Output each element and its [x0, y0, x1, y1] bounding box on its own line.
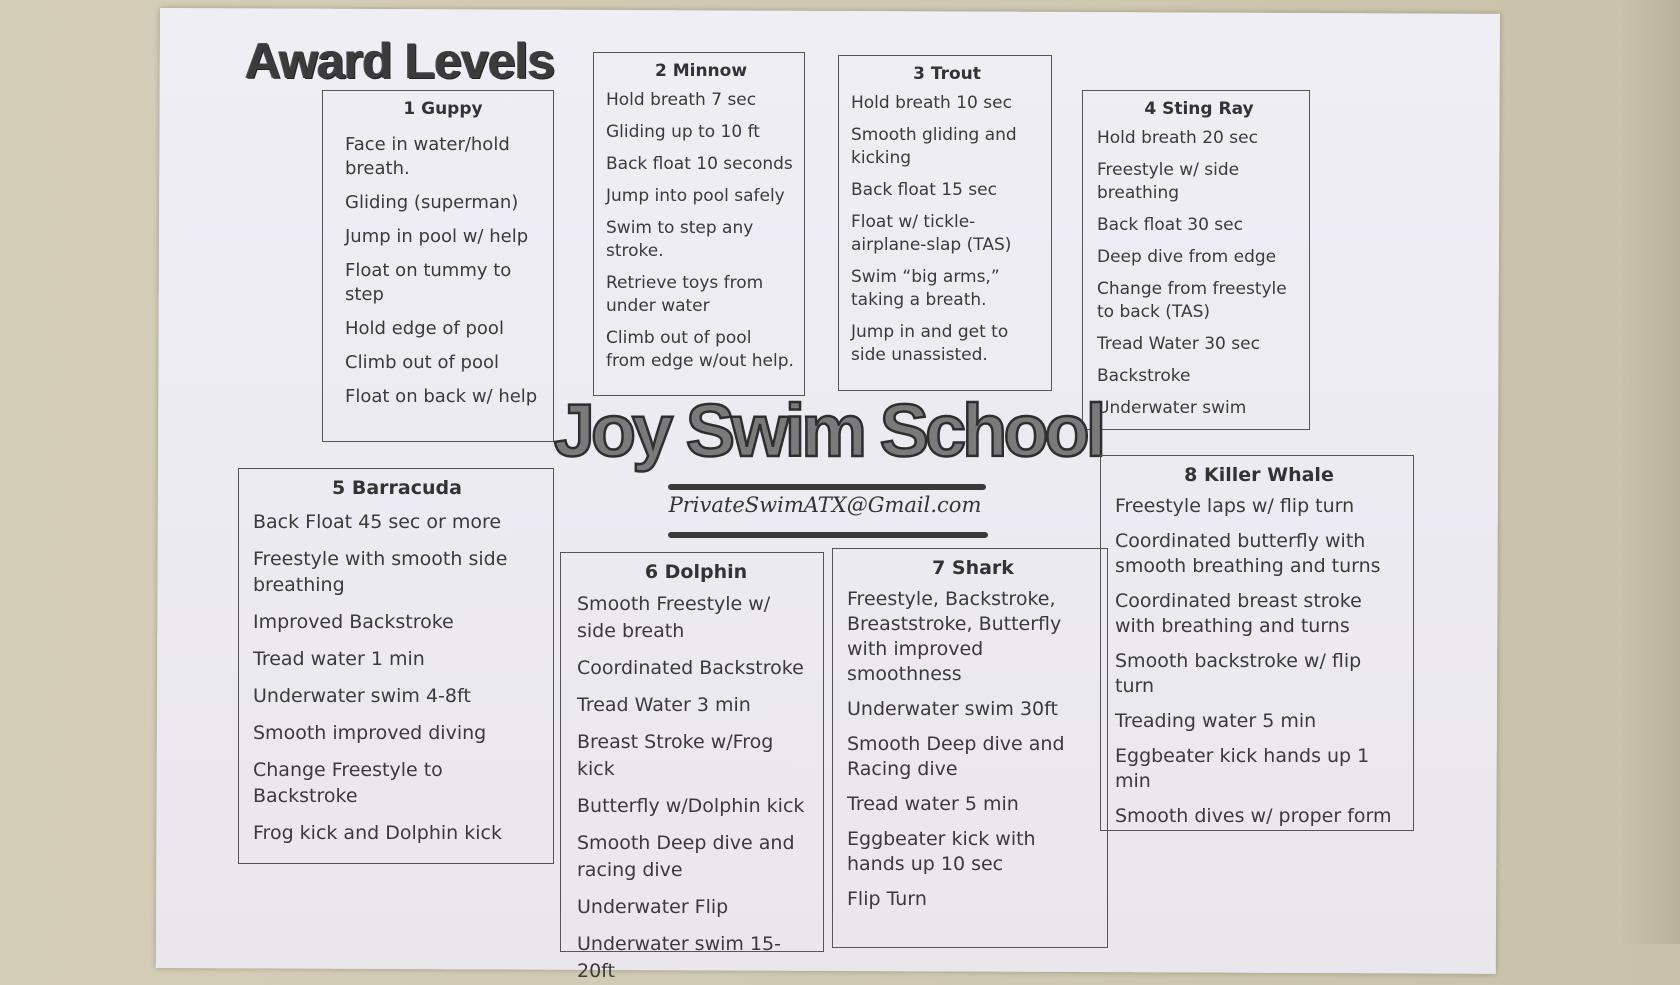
skill-item: Underwater swim [1097, 398, 1247, 418]
level-box-minnow [593, 52, 805, 396]
skill-item: Tread water 1 min [253, 648, 425, 670]
level-box-sting-ray [1082, 90, 1310, 430]
skill-item: Coordinated breast stroke with breathing and turns [1115, 590, 1362, 637]
skill-item: Tread water 5 min [847, 793, 1019, 815]
skill-item: Climb out of pool [345, 352, 499, 373]
skill-list [1097, 127, 1301, 420]
school-logo [553, 389, 1103, 480]
skill-item: Retrieve toys from under water [606, 273, 764, 316]
skill-item: Underwater Flip [577, 896, 729, 918]
skill-list [606, 89, 796, 373]
level-heading: 1 Guppy [403, 99, 483, 119]
skill-item: Underwater swim 15-20ft [577, 933, 781, 982]
skill-item: Deep dive from edge [1097, 247, 1277, 267]
skill-item: Back Float 45 sec or more [253, 511, 502, 533]
skill-item: Change from freestyle to back (TAS) [1097, 279, 1287, 322]
skill-item: Freestyle with smooth side breathing [253, 548, 508, 596]
skill-list [1115, 494, 1403, 829]
skill-item: Eggbeater kick with hands up 10 sec [847, 828, 1036, 875]
skill-item: Climb out of pool from edge w/out help. [606, 328, 794, 371]
contact-email: PrivateSwimATX@Gmail.com [668, 493, 982, 517]
skill-item: Jump in pool w/ help [345, 226, 529, 247]
skill-item: Float w/ tickle-airplane-slap (TAS) [851, 212, 1012, 255]
skill-item: Smooth Deep dive and Racing dive [847, 733, 1065, 780]
school-logo-text: Joy Swim School [553, 389, 1103, 472]
level-box-trout [838, 55, 1052, 391]
level-box-shark [832, 548, 1108, 948]
skill-item: Frog kick and Dolphin kick [253, 822, 502, 844]
skill-item: Float on tummy to step [345, 260, 512, 305]
skill-item: Hold breath 10 sec [851, 93, 1012, 113]
level-heading: 2 Minnow [654, 61, 748, 81]
email-rule-bottom [668, 532, 988, 538]
skill-list [847, 587, 1099, 912]
skill-item: Underwater swim 4-8ft [253, 685, 471, 707]
skill-item: Swim to step any stroke. [606, 218, 754, 261]
level-heading: 8 Killer Whale [1184, 464, 1334, 486]
level-heading: 7 Shark [932, 557, 1014, 579]
skill-item: Jump in and get to side unassisted. [851, 322, 1009, 365]
skill-item: Smooth Freestyle w/ side breath [577, 593, 771, 642]
page-title: Award Levels [245, 33, 555, 89]
email-rule-top [668, 484, 986, 490]
skill-item: Treading water 5 min [1115, 710, 1317, 732]
skill-item: Breast Stroke w/Frog kick [577, 731, 774, 780]
skill-item: Float on back w/ help [345, 386, 538, 407]
level-heading: 6 Dolphin [644, 561, 748, 583]
skill-item: Flip Turn [847, 888, 927, 910]
skill-item: Eggbeater kick hands up 1 min [1115, 745, 1370, 792]
skill-item: Freestyle w/ side breathing [1097, 160, 1240, 203]
skill-item: Back float 15 sec [851, 180, 997, 200]
skill-item: Back float 30 sec [1097, 215, 1243, 235]
level-heading: 4 Sting Ray [1144, 99, 1254, 119]
level-heading: 5 Barracuda [332, 477, 462, 499]
skill-item: Hold breath 20 sec [1097, 128, 1258, 148]
skill-list [577, 591, 815, 985]
skill-item: Smooth dives w/ proper form [1115, 805, 1392, 827]
skill-item: Smooth backstroke w/ flip turn [1115, 650, 1362, 697]
skill-item: Tread Water 3 min [577, 694, 751, 716]
skill-item: Face in water/hold breath. [345, 134, 510, 179]
skill-item: Change Freestyle to Backstroke [253, 759, 443, 807]
skill-item: Underwater swim 30ft [847, 698, 1058, 720]
skill-item: Smooth improved diving [253, 722, 487, 744]
skill-item: Butterfly w/Dolphin kick [577, 795, 805, 817]
page-edge-shadow [1620, 0, 1680, 944]
skill-item: Freestyle laps w/ flip turn [1115, 495, 1355, 517]
skill-item: Gliding (superman) [345, 192, 519, 213]
skill-item: Tread Water 30 sec [1097, 334, 1260, 354]
skill-item: Smooth gliding and kicking [851, 125, 1017, 168]
skill-item: Jump into pool safely [606, 186, 785, 206]
level-box-dolphin [560, 552, 824, 982]
skill-item: Improved Backstroke [253, 611, 454, 633]
level-box-killer-whale [1100, 455, 1414, 831]
skill-item: Coordinated butterfly with smooth breathing and turns [1115, 530, 1381, 577]
skill-item: Hold edge of pool [345, 318, 504, 339]
skill-list [253, 509, 541, 846]
skill-item: Back float 10 seconds [606, 154, 793, 174]
skill-item: Freestyle, Backstroke, Breaststroke, Butterfly with improved smoothness [847, 588, 1062, 685]
level-box-barracuda [238, 468, 554, 864]
skill-item: Backstroke [1097, 366, 1191, 386]
skill-item: Hold breath 7 sec [606, 90, 757, 110]
skill-item: Swim “big arms,” taking a breath. [851, 267, 1000, 310]
level-heading: 3 Trout [913, 64, 981, 84]
skill-item: Gliding up to 10 ft [606, 122, 760, 142]
skill-item: Smooth Deep dive and racing dive [577, 832, 795, 881]
level-box-guppy [322, 90, 554, 442]
skill-list [345, 133, 541, 409]
skill-list [851, 92, 1043, 367]
skill-item: Coordinated Backstroke [577, 657, 804, 679]
